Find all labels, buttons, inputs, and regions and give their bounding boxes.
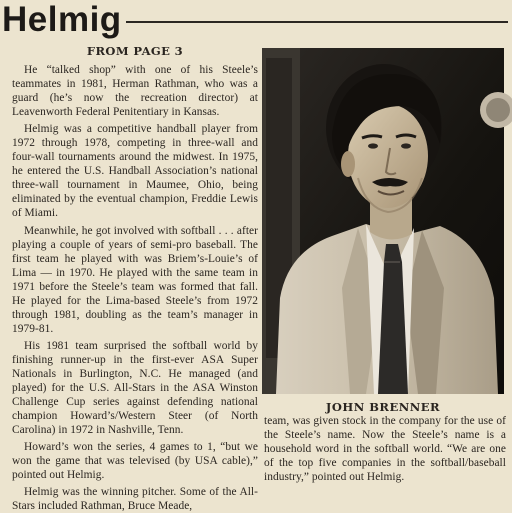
headline-rule [126, 21, 508, 23]
article-paragraph: Helmig was a competitive handball player from 1972 through 1978, competing in three-wall and four-wall tournaments around the midwest. In 1975, he entered the U.S. Handball Association’s national three-wall tournament in Maumee, Ohio, being eliminated by the eventual champion, Freddie Lewis of Miami. [12, 123, 258, 220]
article-paragraph: Meanwhile, he got involved with softball . . . after playing a couple of years of semi-pro baseball. The first team he played with was Briem’s-Louie’s of Lima — in 1970. He played with the same team in 1971 before the Steele’s team was formed that fall. He played for the Lima-based Steele’s from 1972 through 1981, doubling as the team’s manager in 1979-81. [12, 224, 258, 335]
photo-caption: JOHN BRENNER [325, 400, 441, 414]
article-paragraph: He “talked shop” with one of his Steele’s teammates in 1981, Herman Rathman, who was a guard (he’s now the recreation director) at Leavenworth Federal Penitentiary in Kansas. [12, 64, 258, 119]
continued-from-label: FROM PAGE 3 [86, 44, 184, 58]
article-left-column [12, 44, 258, 513]
article-right-column [264, 414, 506, 486]
portrait-photo [262, 48, 504, 394]
article-paragraph: team, was given stock in the company for the use of the Steele’s name. Now the Steele’s name is a household word in the softball world. “We are one of the top five companies in the softball/baseball industry,” pointed out Helmig. [264, 415, 506, 484]
article-paragraph: Howard’s won the series, 4 games to 1, “but we won the game that was televised (by USA cable),” pointed out Helmig. [12, 441, 258, 482]
headline: Helmig [2, 0, 122, 39]
article-paragraph: Helmig was the winning pitcher. Some of the All-Stars included Rathman, Bruce Meade, [12, 486, 258, 513]
article-paragraph: His 1981 team surprised the softball world by finishing runner-up in the first-ever ASA Super Nationals in Burlington, N.C. He managed (and played) for the U.S. All-Stars in the ASA Winston Challenge Cup series against defending national champion Howard’s/Western Steer (of North Carolina) in 1972 in Nashville, Tenn. [12, 339, 258, 437]
portrait-photo-drawing [262, 48, 504, 394]
masthead [2, 0, 508, 40]
